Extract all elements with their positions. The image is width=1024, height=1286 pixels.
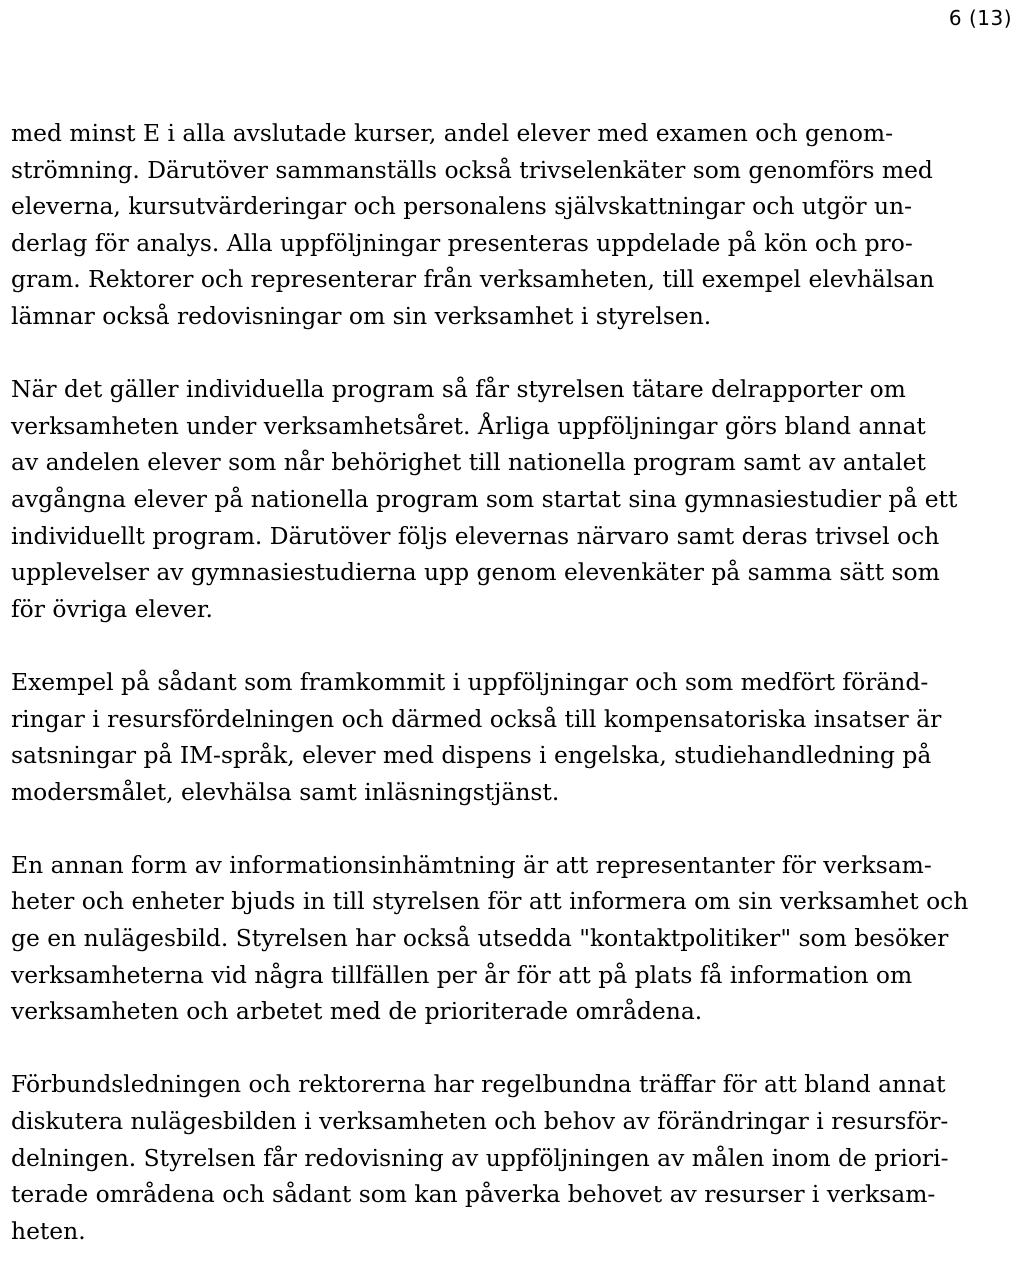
text-line: individuellt program. Därutöver följs elevernas närvaro samt deras trivsel och [11,521,940,550]
document-body [11,115,1006,1286]
paragraph [11,1066,1006,1249]
text-line: verksamheterna vid några tillfällen per år för att på plats få information om [11,960,913,989]
text-line: heter och enheter bjuds in till styrelsen för att informera om sin verksamhet och [11,887,969,916]
paragraph [11,664,1006,810]
text-line: diskutera nulägesbilden i verksamheten och behov av förändringar i resursför- [11,1107,949,1136]
text-line: lämnar också redovisningar om sin verksamhet i styrelsen. [11,301,712,330]
text-line: gram. Rektorer och representerar från verksamheten, till exempel elevhälsan [11,265,935,294]
text-line: En annan form av informationsinhämtning är att representanter för verksam- [11,850,932,879]
text-line: för övriga elever. [11,594,213,623]
text-line: ringar i resursfördelningen och därmed också till kompensatoriska insatser är [11,704,942,733]
text-line: delningen. Styrelsen får redovisning av uppföljningen av målen inom de priori- [11,1143,949,1172]
text-line: terade områdena och sådant som kan påverka behovet av resurser i verksam- [11,1180,936,1209]
text-line: ge en nulägesbild. Styrelsen har också utsedda "kontaktpolitiker" som besöker [11,924,949,953]
text-line: med minst E i alla avslutade kurser, andel elever med examen och genom- [11,119,894,147]
text-line: avgångna elever på nationella program som startat sina gymnasiestudier på ett [11,484,958,513]
paragraph [11,371,1006,627]
text-line: verksamheten under verksamhetsåret. Årliga uppföljningar görs bland annat [11,411,926,440]
text-line: av andelen elever som når behörighet till nationella program samt av antalet [11,448,926,477]
paragraph [11,847,1006,1030]
text-line: derlag för analys. Alla uppföljningar presenteras uppdelade på kön och pro- [11,228,913,257]
text-line: Förbundsledningen och rektorerna har regelbundna träffar för att bland annat [11,1070,946,1099]
page-number: 6 (13) [948,6,1012,30]
text-line: modersmålet, elevhälsa samt inläsningstjänst. [11,777,560,806]
text-line: Exempel på sådant som framkommit i uppföljningar och som medfört föränd- [11,667,929,696]
text-line: upplevelser av gymnasiestudierna upp genom elevenkäter på samma sätt som [11,558,940,587]
text-line: satsningar på IM-språk, elever med dispens i engelska, studiehandledning på [11,741,932,770]
text-line: eleverna, kursutvärderingar och personalens självskattningar och utgör un- [11,192,913,221]
text-line: verksamheten och arbetet med de prioriterade områdena. [11,997,703,1026]
paragraph [11,115,1006,335]
text-line: heten. [11,1216,86,1245]
text-line: När det gäller individuella program så får styrelsen tätare delrapporter om [11,375,906,404]
text-line: strömning. Därutöver sammanställs också trivselenkäter som genomförs med [11,155,933,184]
